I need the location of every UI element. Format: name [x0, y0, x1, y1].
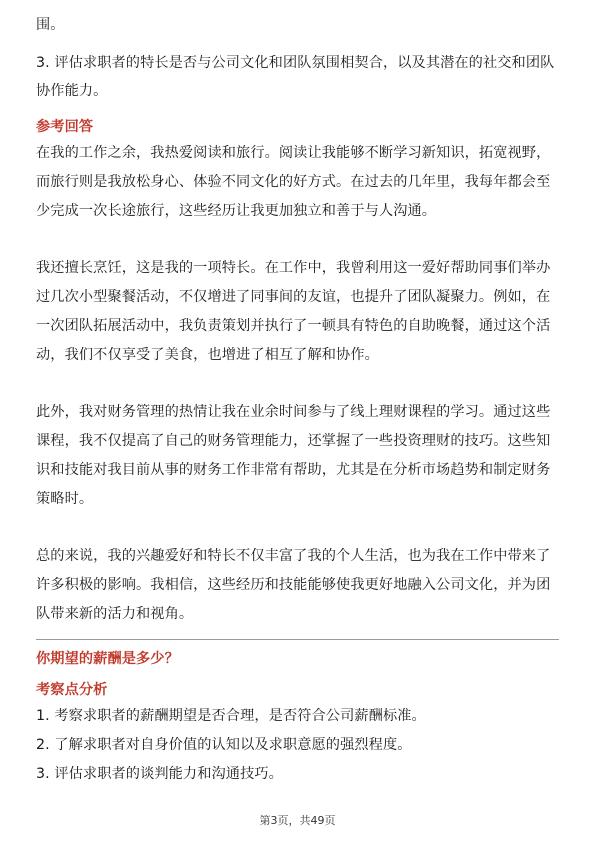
text-line: 我还擅长烹饪，这是我的一项特长。在工作中，我曾利用这一爱好帮助同事们举办	[36, 260, 551, 276]
text-line: 策略时。	[36, 491, 94, 507]
text-line: 队带来新的活力和视角。	[36, 606, 194, 622]
text-line: 一次团队拓展活动中，我负责策划并执行了一顿具有特色的自助晚餐，通过这个活	[36, 318, 551, 334]
page-number: 第3页，共49页	[259, 814, 336, 827]
question-heading: 你期望的薪酬是多少？	[36, 651, 179, 667]
section-divider	[36, 639, 559, 640]
text-line: 在我的工作之余，我热爱阅读和旅行。阅读让我能够不断学习新知识，拓宽视野，	[36, 145, 551, 161]
text-line: 而旅行则是我放松身心、体验不同文化的好方式。在过去的几年里，我每年都会至	[36, 174, 551, 190]
list-item: 1. 考察求职者的薪酬期望是否合理，是否符合公司薪酬标准。	[36, 708, 426, 724]
text-line: 少完成一次长途旅行，这些经历让我更加独立和善于与人沟通。	[36, 203, 437, 219]
text-line: 识和技能对我目前从事的财务工作非常有帮助，尤其是在分析市场趋势和制定财务	[36, 462, 551, 478]
text-line: 动，我们不仅享受了美食，也增进了相互了解和协作。	[36, 347, 379, 363]
text-line: 3. 评估求职者的特长是否与公司文化和团队氛围相契合，以及其潜在的社交和团队	[36, 55, 555, 71]
text-line: 围。	[36, 17, 65, 33]
list-item: 3. 评估求职者的谈判能力和沟通技巧。	[36, 766, 283, 782]
reference-answer-heading: 参考回答	[36, 119, 94, 135]
text-line: 此外，我对财务管理的热情让我在业余时间参与了线上理财课程的学习。通过这些	[36, 404, 551, 420]
analysis-heading: 考察点分析	[36, 682, 108, 698]
text-line: 过几次小型聚餐活动，不仅增进了同事间的友谊，也提升了团队凝聚力。例如，在	[36, 289, 551, 305]
text-line: 总的来说，我的兴趣爱好和特长不仅丰富了我的个人生活，也为我在工作中带来了	[36, 548, 551, 564]
text-line: 协作能力。	[36, 83, 108, 99]
list-item: 2. 了解求职者对自身价值的认知以及求职意愿的强烈程度。	[36, 737, 412, 753]
text-line: 许多积极的影响。我相信，这些经历和技能能够使我更好地融入公司文化，并为团	[36, 577, 551, 593]
text-line: 课程，我不仅提高了自己的财务管理能力，还掌握了一些投资理财的技巧。这些知	[36, 433, 551, 449]
